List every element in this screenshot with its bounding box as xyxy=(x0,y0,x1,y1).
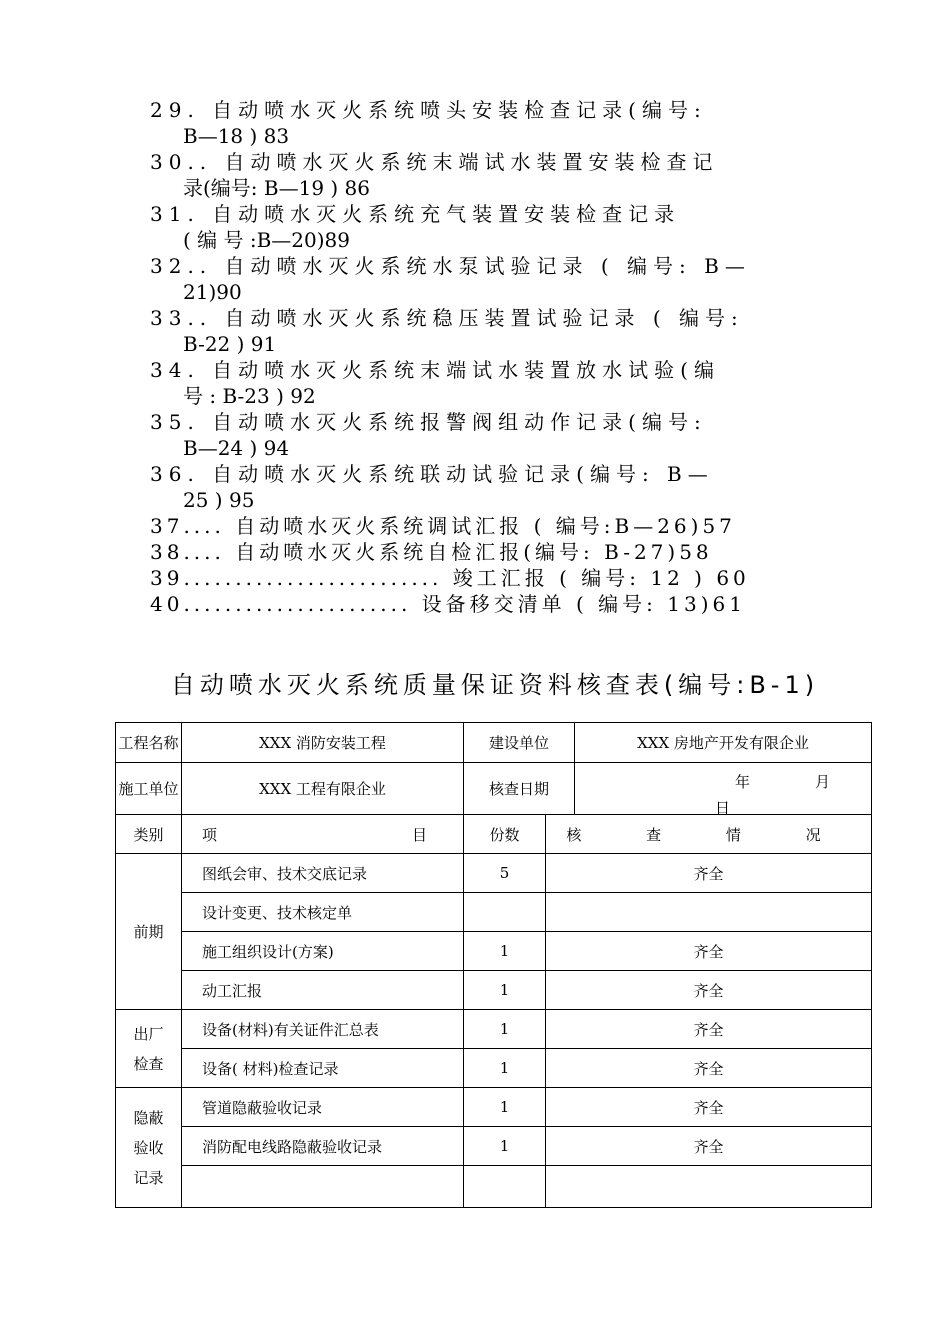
project-name-value: XXX 消防安装工程 xyxy=(182,723,464,763)
table-of-contents xyxy=(150,97,870,617)
status-cell: 齐全 xyxy=(546,932,872,971)
copies-cell: 1 xyxy=(464,1049,546,1088)
builder-label: 建设单位 xyxy=(464,723,575,763)
table-row xyxy=(116,763,872,815)
table-row xyxy=(116,854,872,893)
check-date-value xyxy=(575,763,872,815)
project-name-label: 工程名称 xyxy=(116,723,182,763)
table-row xyxy=(116,1010,872,1049)
quality-check-table xyxy=(115,722,872,1208)
toc-item: 38.... 自动喷水灭火系统自检汇报(编号: B-27)58 xyxy=(150,540,713,564)
status-cell: 齐全 xyxy=(546,1010,872,1049)
table-header-row xyxy=(116,815,872,854)
check-date-label: 核查日期 xyxy=(464,763,575,815)
copies-cell: 1 xyxy=(464,932,546,971)
item-cell: 动工汇报 xyxy=(182,971,464,1010)
item-cell: 设备(材料)有关证件汇总表 xyxy=(182,1010,464,1049)
table-row xyxy=(116,1088,872,1127)
copies-cell: 1 xyxy=(464,1088,546,1127)
table-row xyxy=(116,1166,872,1208)
status-cell: 齐全 xyxy=(546,1049,872,1088)
status-cell: 齐全 xyxy=(546,971,872,1010)
status-cell: 齐全 xyxy=(546,1088,872,1127)
copies-cell: 5 xyxy=(464,854,546,893)
copies-cell: 1 xyxy=(464,1127,546,1166)
toc-item: 35. 自动喷水灭火系统报警阀组动作记录(编号: B—24 ) 94 xyxy=(150,410,707,460)
toc-item: 36. 自动喷水灭火系统联动试验记录(编号: B— 25 ) 95 xyxy=(150,462,714,512)
form-title: 自动喷水灭火系统质量保证资料核查表(编号:B-1) xyxy=(170,671,820,699)
contractor-label: 施工单位 xyxy=(116,763,182,815)
category-cell: 出厂检查 xyxy=(116,1010,182,1088)
toc-item: 31. 自动喷水灭火系统充气装置安装检查记录 ( 编 号 :B—20)89 xyxy=(150,202,681,252)
toc-item: 39......................... 竣工汇报 ( 编号: 12 ) 60 xyxy=(150,566,750,590)
copies-cell: 1 xyxy=(464,971,546,1010)
status-cell: 齐全 xyxy=(546,1127,872,1166)
toc-item: 40...................... 设备移交清单 ( 编号: 13)61 xyxy=(150,592,746,616)
date-year-label: 年 xyxy=(735,773,751,791)
status-cell xyxy=(546,893,872,932)
toc-item: 32.. 自动喷水灭火系统水泵试验记录 ( 编号: B— 21)90 xyxy=(150,254,751,304)
copies-cell: 1 xyxy=(464,1010,546,1049)
header-copies: 份数 xyxy=(464,815,546,854)
category-cell: 隐蔽验收记录 xyxy=(116,1088,182,1208)
table-row xyxy=(116,723,872,763)
table-row xyxy=(116,1049,872,1088)
item-cell xyxy=(182,1166,464,1208)
toc-item: 29. 自动喷水灭火系统喷头安装检查记录(编号: B—18 ) 83 xyxy=(150,98,707,148)
item-cell: 施工组织设计(方案) xyxy=(182,932,464,971)
copies-cell xyxy=(464,893,546,932)
item-cell: 设计变更、技术核定单 xyxy=(182,893,464,932)
date-day-label: 日 xyxy=(715,799,731,817)
builder-value: XXX 房地产开发有限企业 xyxy=(575,723,872,763)
item-cell: 管道隐蔽验收记录 xyxy=(182,1088,464,1127)
toc-item: 30.. 自动喷水灭火系统末端试水装置安装检查记 录(编号: B—19 ) 86 xyxy=(150,150,719,200)
contractor-value: XXX 工程有限企业 xyxy=(182,763,464,815)
toc-item: 33.. 自动喷水灭火系统稳压装置试验记录 ( 编号: B-22 ) 91 xyxy=(150,306,744,356)
category-cell: 前期 xyxy=(116,854,182,1010)
item-cell: 设备( 材料)检查记录 xyxy=(182,1049,464,1088)
header-status: 核 查 情 况 xyxy=(546,815,872,854)
item-cell: 消防配电线路隐蔽验收记录 xyxy=(182,1127,464,1166)
table-row xyxy=(116,932,872,971)
status-cell: 齐全 xyxy=(546,854,872,893)
header-category: 类别 xyxy=(116,815,182,854)
toc-item: 37.... 自动喷水灭火系统调试汇报 ( 编号:B—26)57 xyxy=(150,514,736,538)
header-item: 项 目 xyxy=(182,815,464,854)
table-row xyxy=(116,1127,872,1166)
toc-item: 34. 自动喷水灭火系统末端试水装置放水试验(编 号 : B-23 ) 92 xyxy=(150,358,720,408)
copies-cell xyxy=(464,1166,546,1208)
item-cell: 图纸会审、技术交底记录 xyxy=(182,854,464,893)
table-row xyxy=(116,971,872,1010)
date-month-label: 月 xyxy=(815,773,831,791)
table-row xyxy=(116,893,872,932)
status-cell xyxy=(546,1166,872,1208)
